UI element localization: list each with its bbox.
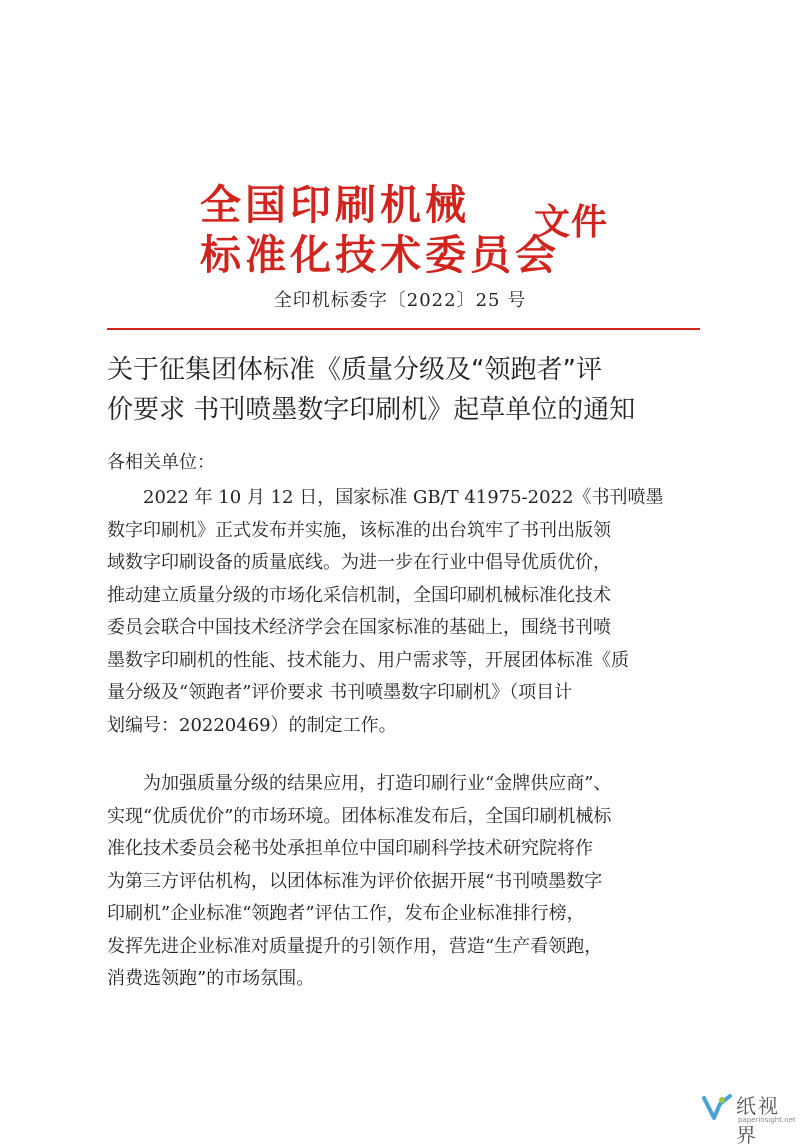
salutation: 各相关单位： — [107, 452, 215, 473]
issuing-org-line-1: 全国印刷机械 — [200, 181, 470, 229]
body-paragraph-1 — [107, 482, 707, 742]
body-paragraph-2 — [107, 768, 707, 996]
paragraph-line: 实现“优质优价”的市场环境。团体标准发布后，全国印刷机械标 — [107, 805, 612, 827]
paragraph-line: 发挥先进企业标准对质量提升的引领作用，营造“生产看领跑， — [107, 935, 603, 957]
paragraph-line: 委员会联合中国技术经济学会在国家标准的基础上，围绕书刊喷 — [107, 617, 611, 638]
red-divider-line — [107, 328, 700, 330]
paragraph-line: 数字印刷机》正式发布并实施，该标准的出台筑牢了书刊出版领 — [107, 519, 611, 541]
paragraph-line: 墨数字印刷机的性能、技术能力、用户需求等，开展团体标准《质 — [107, 649, 629, 671]
paragraph-line: 消费选领跑”的市场氛围。 — [107, 968, 315, 989]
document-number: 全印机标委字〔2022〕25 号 — [273, 290, 527, 311]
paragraph-line: 推动建立质量分级的市场化采信机制，全国印刷机械标准化技术 — [107, 584, 611, 606]
notice-title-line: 关于征集团体标准《质量分级及“领跑者”评 — [107, 355, 602, 385]
paragraph-line: 印刷机”企业标准“领跑者”评估工作，发布企业标准排行榜， — [107, 903, 585, 924]
paragraph-line: 2022 年 10 月 12 日，国家标准 GB/T 41975-2022《书刊喷墨 — [107, 487, 664, 508]
watermark-name: 纸视界 — [736, 1094, 780, 1147]
paragraph-line: 域数字印刷设备的质量底线。为进一步在行业中倡导优质优价， — [107, 552, 611, 573]
notice-title-line: 价要求 书刊喷墨数字印刷机》起草单位的通知 — [107, 395, 636, 425]
paragraph-line: 准化技术委员会秘书处承担单位中国印刷科学技术研究院将作 — [107, 838, 593, 859]
paragraph-line: 量分级及“领跑者”评价要求 书刊喷墨数字印刷机》（项目计 — [107, 682, 573, 703]
paragraph-line: 为加强质量分级的结果应用，打造印刷行业“金牌供应商”、 — [107, 773, 612, 794]
document-header — [200, 172, 620, 282]
paperinsight-logo-icon — [700, 1090, 734, 1124]
document-type-label: 文件 — [534, 202, 609, 243]
site-watermark — [700, 1088, 800, 1147]
notice-title — [107, 350, 707, 430]
issuing-org-line-2: 标准化技术委员会 — [200, 231, 560, 279]
watermark-url: paperinsight.net — [738, 1116, 796, 1124]
paragraph-line: 为第三方评估机构，以团体标准为评价依据开展“书刊喷墨数字 — [107, 870, 603, 892]
paragraph-line: 划编号：20220469）的制定工作。 — [107, 714, 397, 736]
